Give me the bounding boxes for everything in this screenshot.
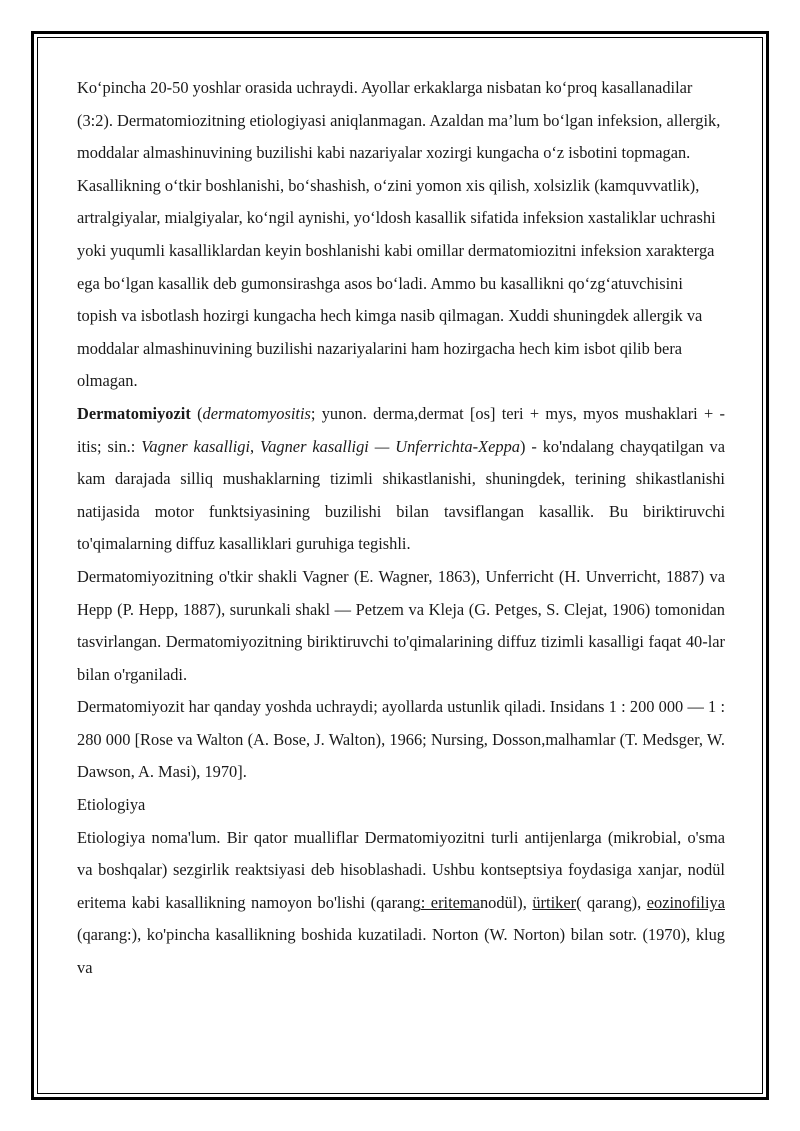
link-urtiker[interactable]: ürtiker	[532, 892, 577, 912]
link-eritema[interactable]: : eritema	[420, 892, 480, 912]
paragraph-intro: Ko‘pincha 20-50 yoshlar orasida uchraydi. Ayollar erkaklarga nisbatan ko‘proq kasallanadilar (3:2). Dermatomiozitning etiologiyasi aniqlanmagan. Azaldan ma’lum bo‘lgan infeksion, allergik, moddalar almashinuvining buzilishi kabi nazariyalar xozirgi kungacha o‘z isbotini topmagan. Kasallikning o‘tkir boshlanishi, bo‘shashish, o‘zini yomon xis qilish, xolsizlik (kamquvvatlik), artralgiyalar, mialgiyalar, ko‘ngil aynishi, yo‘ldosh kasallik sifatida infeksion xastaliklar uchrashi yoki yuqumli kasalliklardan keyin boshlanishi kabi omillar dermatomiozitni infeksion xarakterga ega bo‘lgan kasallik deb gumonsirashga asos bo‘ladi. Ammo bu kasallikni qo‘zg‘atuvchisini topish va isbotlash hozirgi kungacha hech kimga nasib qilmagan. Xuddi shuningdek allergik va moddalar almashinuvining buzilishi nazariyalarini ham hozirgacha hech kim isbot qilib bera olmagan.	[77, 78, 721, 391]
section-heading-etiologiya: Etiologiya	[77, 795, 146, 815]
paragraph-definition: Dermatomiyozit (dermatomyositis; yunon. derma,dermat [os] teri + mys, myos mushaklari + - itis; sin.: Vagner kasalligi, Vagner kasalligi — Unferrichta-Xeppa) - ko'ndalang chayqatilgan va kam darajada silliq mushaklarning tizimli shikastlanishi, shuningdek, terining shikastlanishi natijasida motor funktsiyasining buzilishi bilan tavsiflangan kasallik. Bu biriktiruvchi to'qimalarning diffuz kasalliklari guruhiga tegishli.	[77, 403, 725, 554]
term-dermatomiyozit: Dermatomiyozit	[77, 403, 191, 423]
paragraph-history: Dermatomiyozitning o'tkir shakli Vagner (E. Wagner, 1863), Unferricht (H. Unverricht, 1887) va Hepp (P. Hepp, 1887), surunkali shakl — Petzem va Kleja (G. Petges, S. Clejat, 1906) tomonidan tasvirlangan. Dermatomiyozitning biriktiruvchi to'qimalarining diffuz tizimli kasalligi faqat 40-lar bilan o'rganiladi.	[77, 566, 725, 684]
synonym-2: Vagner kasalligi — Unferrichta-Xeppa	[260, 436, 520, 456]
synonym-1: Vagner kasalligi	[141, 436, 251, 456]
paragraph-etiology: Etiologiya noma'lum. Bir qator mualliflar Dermatomiyozitni turli antijenlarga (mikrobial, o'sma va boshqalar) sezgirlik reaktsiyasi deb hisoblashadi. Ushbu kontseptsiya foydasiga xanjar, nodül eritema kabi kasallikning namoyon bo'lishi (qarang: eritemanodül), ürtiker( qarang), eozinofiliya (qarang:), ko'pincha kasallikning boshida kuzatiladi. Norton (W. Norton) bilan sotr. (1970), klug va	[77, 827, 725, 978]
document-body	[77, 72, 725, 985]
link-eozinofiliya[interactable]: eozinofiliya	[646, 892, 725, 912]
latin-term: dermatomyositis	[202, 403, 311, 423]
paragraph-incidence: Dermatomiyozit har qanday yoshda uchraydi; ayollarda ustunlik qiladi. Insidans 1 : 200 000 — 1 : 280 000 [Rose va Walton (A. Bose, J. Walton), 1966; Nursing, Dosson,malhamlar (T. Medsger, W. Dawson, A. Masi), 1970].	[77, 697, 725, 782]
